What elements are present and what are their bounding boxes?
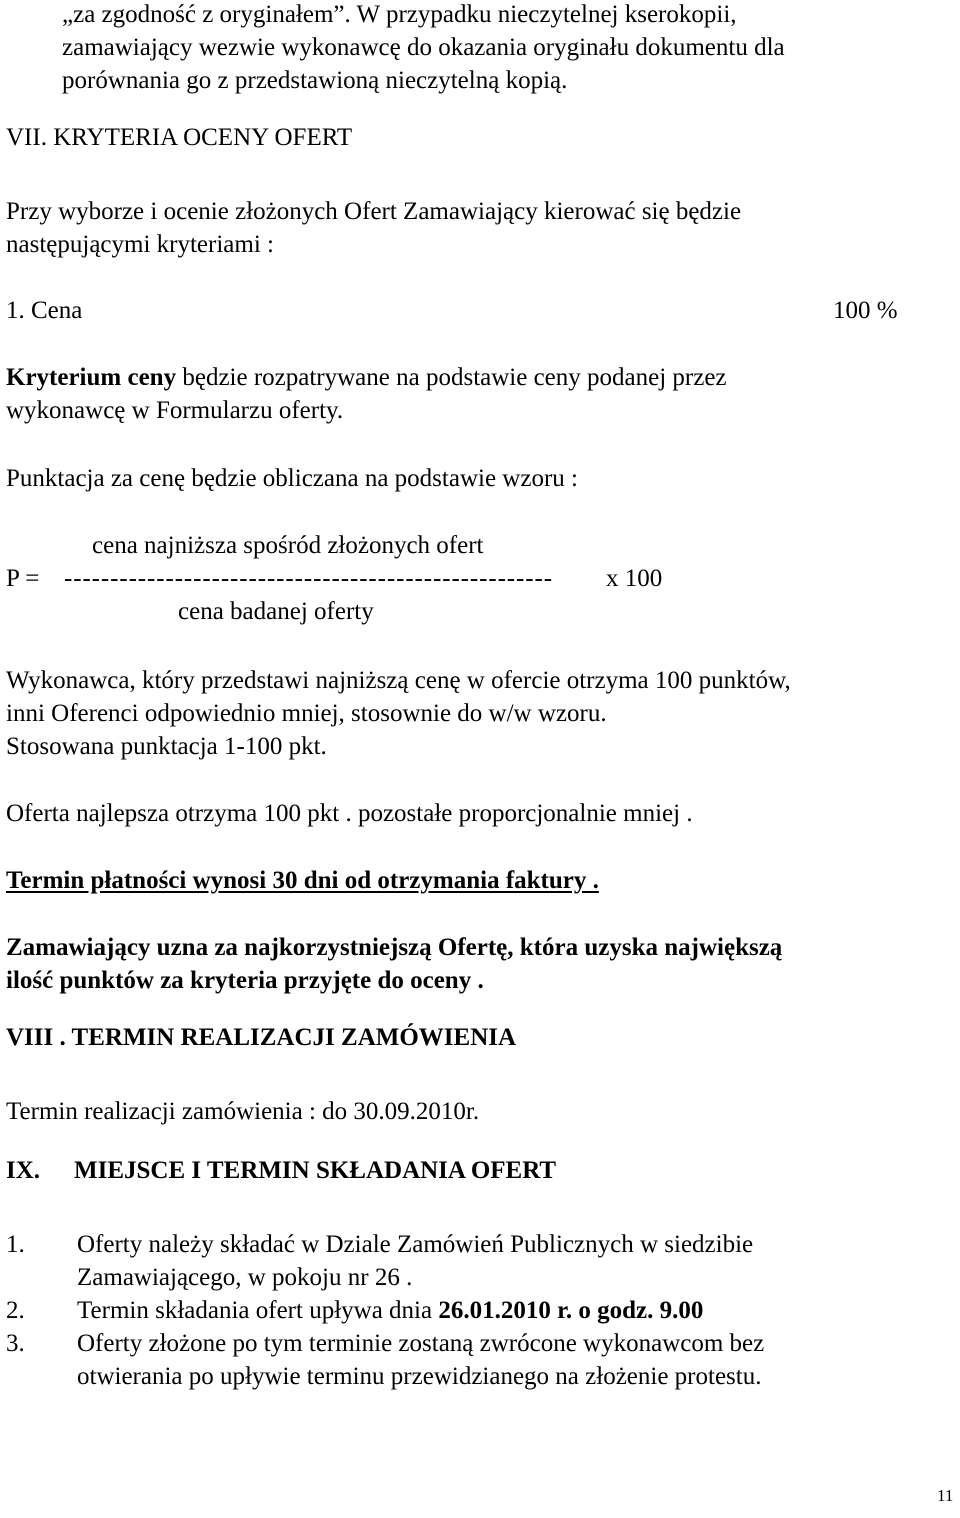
formula-lhs: P = bbox=[6, 565, 40, 592]
price-criterion-rest: będzie rozpatrywane na podstawie ceny podanej przez bbox=[176, 364, 727, 391]
criteria-intro-line-1: Przy wyborze i ocenie złożonych Ofert Zamawiający kierować się będzie bbox=[6, 198, 742, 225]
award-line-2: ilość punktów za kryteria przyjęte do oceny . bbox=[6, 967, 484, 994]
list-item-3-line-2: otwierania po upływie terminu przewidzianego na złożenie protestu. bbox=[77, 1363, 762, 1390]
section-9-number: IX. bbox=[6, 1157, 41, 1184]
formula-numerator: cena najniższa spośród złożonych ofert bbox=[92, 532, 484, 559]
price-criterion-bold: Kryterium ceny bbox=[6, 364, 177, 391]
list-item-3-number: 3. bbox=[6, 1330, 25, 1357]
best-offer-note: Oferta najlepsza otrzyma 100 pkt . pozostałe proporcjonalnie mniej . bbox=[6, 800, 693, 827]
section-7-heading: VII. KRYTERIA OCENY OFERT bbox=[6, 124, 353, 151]
completion-date: Termin realizacji zamówienia : do 30.09.2010r. bbox=[6, 1098, 480, 1125]
intro-line-1: „za zgodność z oryginałem”. W przypadku nieczytelnej kserokopii, bbox=[62, 1, 737, 28]
criterion-name: 1. Cena bbox=[6, 297, 83, 324]
scoring-line-3: Stosowana punktacja 1-100 pkt. bbox=[6, 733, 327, 760]
intro-line-3: porównania go z przedstawioną nieczytelną kopią. bbox=[62, 67, 568, 94]
formula-denominator: cena badanej oferty bbox=[178, 598, 374, 625]
formula-intro: Punktacja za cenę będzie obliczana na podstawie wzoru : bbox=[6, 465, 578, 492]
section-9-title: MIEJSCE I TERMIN SKŁADANIA OFERT bbox=[74, 1157, 557, 1184]
list-item-1-line-1: Oferty należy składać w Dziale Zamówień Publicznych w siedzibie bbox=[77, 1231, 754, 1258]
criteria-intro-line-2: następującymi kryteriami : bbox=[6, 231, 274, 258]
formula-fraction-line: ----------------------------------------------------- bbox=[64, 565, 553, 592]
award-line-1: Zamawiający uzna za najkorzystniejszą Ofertę, która uzyska największą bbox=[6, 934, 783, 961]
price-criterion-line-2: wykonawcę w Formularzu oferty. bbox=[6, 397, 344, 424]
list-item-2-deadline: 26.01.2010 r. o godz. 9.00 bbox=[438, 1297, 704, 1324]
list-item-3-line-1: Oferty złożone po tym terminie zostaną zwrócone wykonawcom bez bbox=[77, 1330, 765, 1357]
scoring-line-2: inni Oferenci odpowiednio mniej, stosownie do w/w wzoru. bbox=[6, 700, 607, 727]
list-item-2-text bbox=[77, 1294, 703, 1327]
price-criterion-line-1 bbox=[6, 361, 727, 394]
criterion-weight: 100 % bbox=[833, 297, 898, 324]
intro-line-2: zamawiający wezwie wykonawcę do okazania oryginału dokumentu dla bbox=[62, 34, 785, 61]
list-item-2-plain: Termin składania ofert upływa dnia bbox=[77, 1297, 439, 1324]
list-item-1-number: 1. bbox=[6, 1231, 25, 1258]
section-8-heading: VIII . TERMIN REALIZACJI ZAMÓWIENIA bbox=[6, 1024, 517, 1051]
scoring-line-1: Wykonawca, który przedstawi najniższą cenę w ofercie otrzyma 100 punktów, bbox=[6, 667, 791, 694]
list-item-2-number: 2. bbox=[6, 1297, 25, 1324]
page-number: 11 bbox=[937, 1486, 954, 1505]
payment-terms: Termin płatności wynosi 30 dni od otrzymania faktury . bbox=[6, 867, 599, 894]
list-item-1-line-2: Zamawiającego, w pokoju nr 26 . bbox=[77, 1264, 413, 1291]
formula-multiplier: x 100 bbox=[606, 565, 663, 592]
